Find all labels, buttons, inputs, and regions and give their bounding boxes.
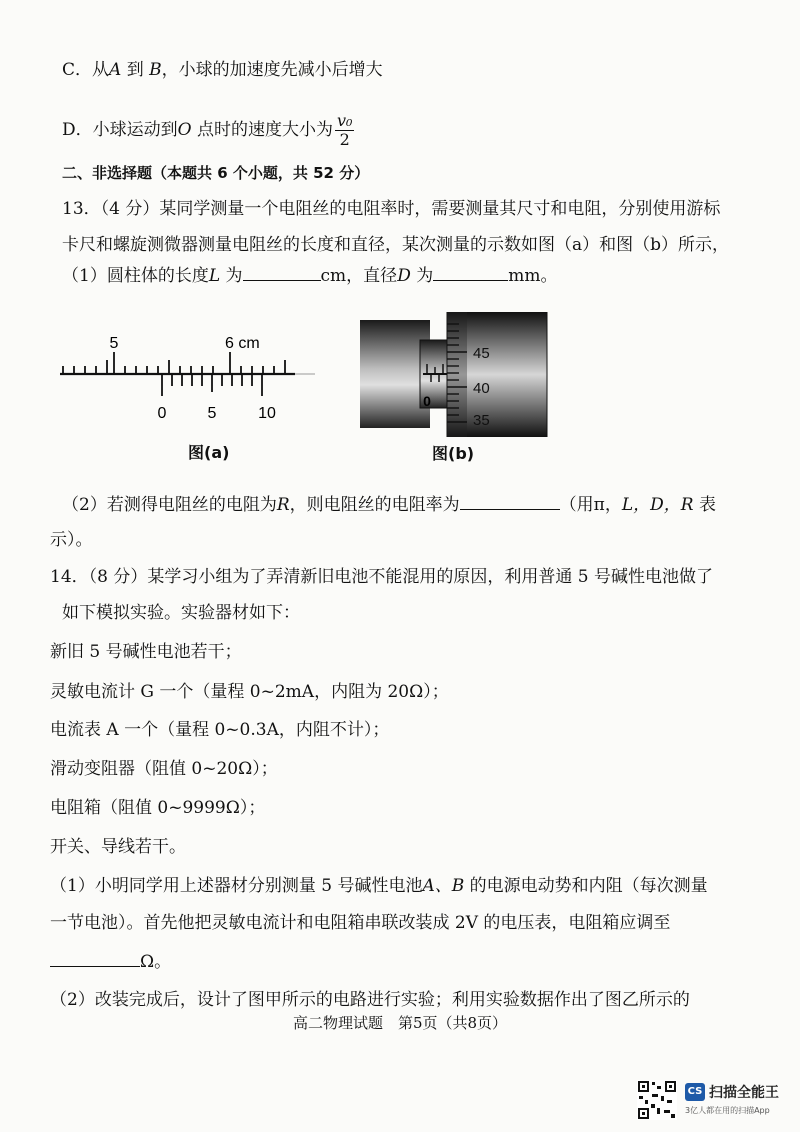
scanner-badge [637,1080,787,1122]
thimble-label-35: 35 [473,412,490,429]
q14-item5: 电阻箱（阻值 0~9999Ω）； [50,798,266,818]
option-c: C．从A 到 B，小球的加速度先减小后增大 [62,60,383,80]
main-label-6cm: 6 cm [225,335,260,352]
qr-code-icon [637,1080,677,1120]
fraction-v0-over-2: $\frac{\text{v₀}}{2}$ [336,111,353,149]
answer-blank-resistivity[interactable] [460,493,560,510]
q14-part1-line2: 一节电池）。首先他把灵敏电流计和电阻箱串联改装成 2V 的电压表，电阻箱应调至 [50,913,671,933]
answer-blank-diameter[interactable] [433,264,508,281]
thimble-label-40: 40 [473,380,490,397]
q14-line2: 如下模拟实验。实验器材如下： [62,603,300,623]
vernier-label-10: 10 [258,405,276,422]
camscanner-tagline: 3亿人都在用的扫描App [685,1106,770,1115]
micrometer-figure [355,312,555,437]
q14-item2: 灵敏电流计 G 一个（量程 0~2mA，内阻为 20Ω）； [50,682,449,702]
answer-blank-resistance-box[interactable] [50,950,140,967]
main-label-5: 5 [109,335,119,352]
q13-part1: （1）圆柱体的长度L 为 cm，直径D 为 mm。 [62,266,558,286]
vernier-label-0: 0 [157,405,167,422]
option-d: D．小球运动到O 点时的速度大小为 $\frac{\text{v₀}}{2}$ [62,111,353,149]
q14-line1: 14．（8 分）某学习小组为了弄清新旧电池不能混用的原因，利用普通 5 号碱性电池做了 [50,567,713,587]
camscanner-logo: CS [685,1083,705,1101]
vernier-caliper-figure [55,330,315,430]
q13-part2-cont: 示）。 [50,530,93,550]
q14-item3: 电流表 A 一个（量程 0~0.3A，内阻不计）； [50,720,390,740]
thimble-label-45: 45 [473,345,490,362]
vernier-label-5: 5 [207,405,217,422]
q14-item6: 开关、导线若干。 [50,837,186,857]
q14-part1-line3: Ω。 [50,950,171,973]
section-header: 二、非选择题（本题共 6 个小题，共 52 分） [62,164,370,182]
vernier-scale-ticks [162,374,262,396]
page-footer: 高二物理试题 第5页（共8页） [292,1014,508,1032]
q14-part1: （1）小明同学用上述器材分别测量 5 号碱性电池A、B 的电源电动势和内阻（每次测量 [50,876,708,896]
main-scale-ticks [63,352,285,374]
q14-item4: 滑动变阻器（阻值 0~20Ω）； [50,759,278,779]
q14-item1: 新旧 5 号碱性电池若干； [50,642,242,662]
fig-a-caption: 图(a) [188,443,230,462]
q13-part2: （2）若测得电阻丝的电阻为R，则电阻丝的电阻率为 （用π，L，D，R 表 [62,495,716,515]
q13-line2: 卡尺和螺旋测微器测量电阻丝的长度和直径，某次测量的示数如图（a）和图（b）所示， [62,235,730,255]
q14-part2: （2）改装完成后，设计了图甲所示的电路进行实验；利用实验数据作出了图乙所示的 [50,990,690,1010]
sleeve-label-0: 0 [423,393,431,409]
fig-b-caption: 图(b) [432,444,475,463]
camscanner-name: 扫描全能王 [709,1085,779,1101]
answer-blank-length[interactable] [243,264,321,281]
q13-line1: 13．（4 分）某同学测量一个电阻丝的电阻率时，需要测量其尺寸和电阻，分别使用游标 [62,199,721,219]
